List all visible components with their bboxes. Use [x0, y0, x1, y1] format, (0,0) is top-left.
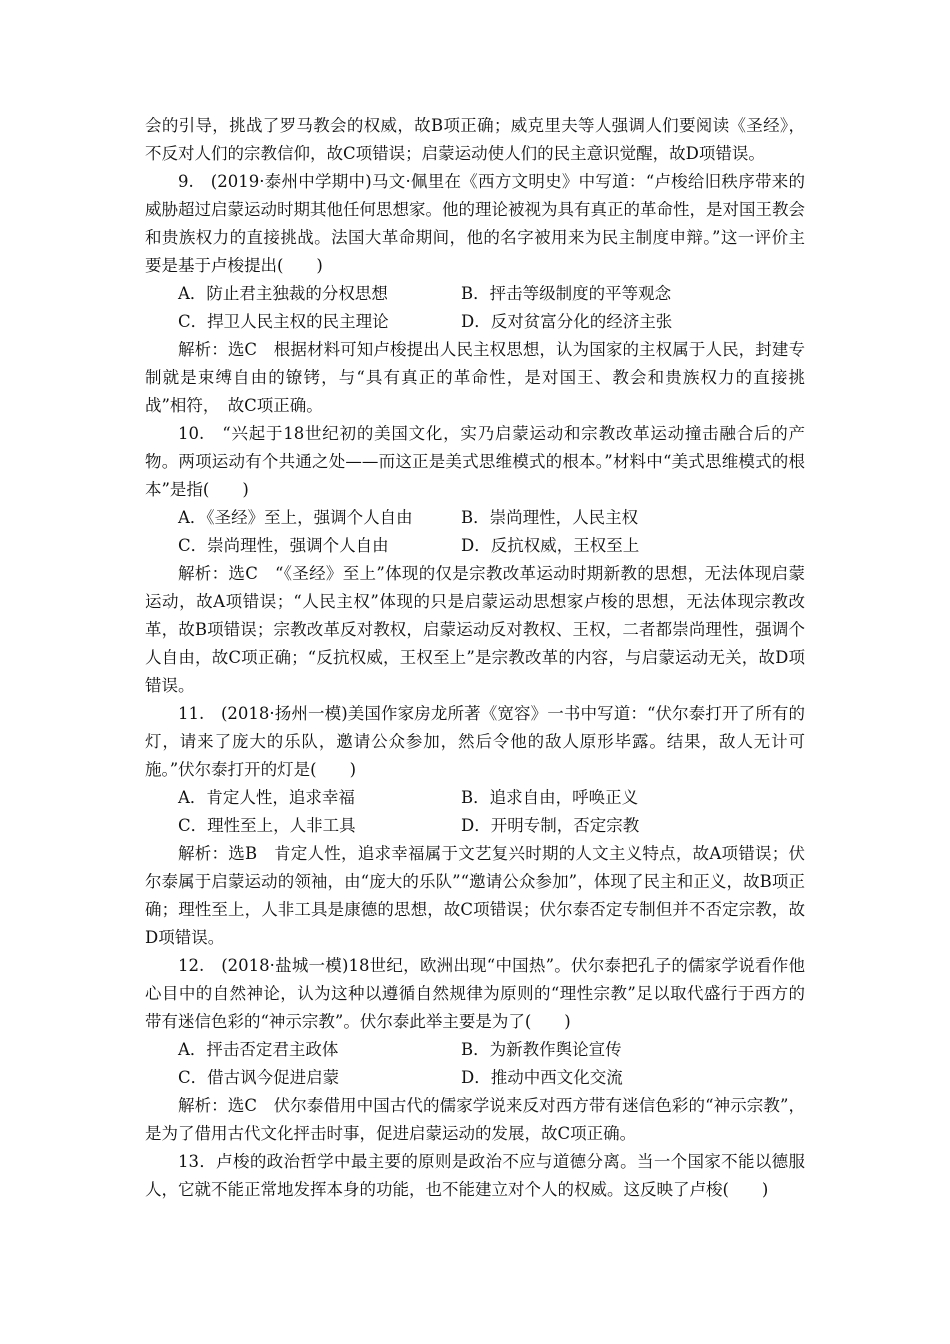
question-paragraph: 13．卢梭的政治哲学中最主要的原则是政治不应与道德分离。当一个国家不能以德服人，它就不能正常地发挥本身的功能，也不能建立对个人的权威。这反映了卢梭( )	[145, 1152, 805, 1199]
question-paragraph: 11. (2018·扬州一模)美国作家房龙所著《宽容》一书中写道：“伏尔泰打开了所有的灯，请来了庞大的乐队，邀请公众参加，然后令他的敌人原形毕露。结果，敌人无计可施。”伏尔泰打开的灯是( )	[145, 704, 805, 779]
answer-option: B．为新教作舆论宣传	[461, 1040, 622, 1059]
answer-option: C．捍卫人民主权的民主理论	[178, 312, 389, 331]
answer-option: A．抨击否定君主政体	[178, 1040, 339, 1059]
answer-options	[145, 504, 805, 560]
answer-option: B．追求自由，呼唤正义	[461, 788, 639, 807]
answer-option: D．开明专制，否定宗教	[461, 816, 640, 835]
answer-options	[145, 1036, 805, 1092]
question-paragraph: 解析：选B 肯定人性，追求幸福属于文艺复兴时期的人文主义特点，故A项错误；伏尔泰属于启蒙运动的领袖，由“庞大的乐队”“邀请公众参加”，体现了民主和正义，故B项正确；理性至上，人非工具是康德的思想，故C项错误；伏尔泰否定专制但并不否定宗教，故D项错误。	[145, 844, 805, 947]
question-paragraph: 10. “兴起于18世纪初的美国文化，实乃启蒙运动和宗教改革运动撞击融合后的产物。两项运动有个共通之处——而这正是美式思维模式的根本。”材料中“美式思维模式的根本”是指( )	[145, 424, 805, 499]
answer-option: C．借古讽今促进启蒙	[178, 1068, 340, 1087]
answer-option: C．理性至上，人非工具	[178, 816, 356, 835]
document-content	[145, 112, 805, 1204]
continued-explanation-paragraph: 会的引导，挑战了罗马教会的权威，故B项正确；威克里夫等人强调人们要阅读《圣经》，不反对人们的宗教信仰，故C项错误；启蒙运动使人们的民主意识觉醒，故D项错误。	[145, 116, 805, 163]
answer-option: A．防止君主独裁的分权思想	[178, 284, 388, 303]
question-paragraph: 解析：选C “《圣经》至上”体现的仅是宗教改革运动时期新教的思想，无法体现启蒙运动，故A项错误；“人民主权”体现的只是启蒙运动思想家卢梭的思想，无法体现宗教改革，故B项错误；宗教改革反对教权，启蒙运动反对教权、王权，二者都崇尚理性，强调个人自由，故C项正确；“反抗权威，王权至上”是宗教改革的内容，与启蒙运动无关，故D项错误。	[145, 564, 805, 695]
question-paragraph: 12. (2018·盐城一模)18世纪，欧洲出现“中国热”。伏尔泰把孔子的儒家学说看作他心目中的自然神论，认为这种以遵循自然规律为原则的“理性宗教”足以取代盛行于西方的带有迷信色彩的“神示宗教”。伏尔泰此举主要是为了( )	[145, 956, 805, 1031]
question-paragraph: 解析：选C 根据材料可知卢梭提出人民主权思想，认为国家的主权属于人民，封建专制就是束缚自由的镣铐，与“具有真正的革命性，是对国王、教会和贵族权力的直接挑战”相符， 故C项正确。	[145, 340, 805, 415]
answer-option: D．反抗权威，王权至上	[461, 536, 640, 555]
answer-option: D．推动中西文化交流	[461, 1068, 623, 1087]
answer-options	[145, 784, 805, 840]
answer-option: D．反对贫富分化的经济主张	[461, 312, 673, 331]
answer-option: A．《圣经》至上，强调个人自由	[178, 508, 413, 527]
question-paragraph: 解析：选C 伏尔泰借用中国古代的儒家学说来反对西方带有迷信色彩的“神示宗教”，是为了借用古代文化抨击时事，促进启蒙运动的发展，故C项正确。	[145, 1096, 805, 1143]
answer-option: B．抨击等级制度的平等观念	[461, 284, 672, 303]
answer-option: C．崇尚理性，强调个人自由	[178, 536, 389, 555]
answer-option: B．崇尚理性，人民主权	[461, 508, 639, 527]
answer-options	[145, 280, 805, 336]
question-paragraph: 9. (2019·泰州中学期中)马文·佩里在《西方文明史》中写道：“卢梭给旧秩序带来的威胁超过启蒙运动时期其他任何思想家。他的理论被视为具有真正的革命性，是对国王教会和贵族权力的直接挑战。法国大革命期间，他的名字被用来为民主制度申辩。”这一评价主要是基于卢梭提出( )	[145, 172, 805, 275]
answer-option: A．肯定人性，追求幸福	[178, 788, 355, 807]
